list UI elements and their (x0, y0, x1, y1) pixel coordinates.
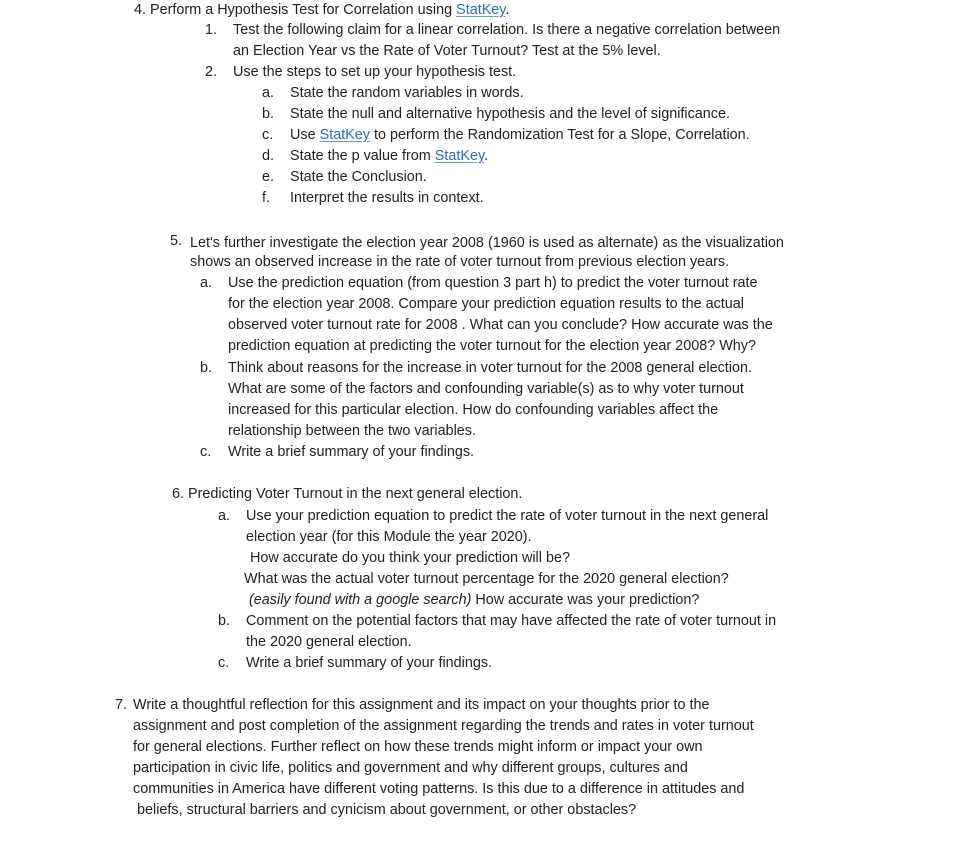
q4-item-2-number: 2. (205, 64, 218, 80)
q6-item-line: Use your prediction equation to predict the rate of voter turnout in the next general (246, 508, 769, 524)
step-text: State the Conclusion. (290, 169, 427, 185)
q7-line: assignment and post completion of the assignment regarding the trends and rates in voter turnout (133, 718, 754, 734)
q5-item-line: increased for this particular election. How do confounding variables affect the (228, 402, 719, 418)
q5-line: Let's further investigate the election year 2008 (1960 is used as alternate) as the visualization (190, 235, 784, 251)
step-text: Use StatKey to perform the Randomization Test for a Slope, Correlation. (290, 127, 750, 143)
q7-line: participation in civic life, politics and government and why different groups, cultures and (133, 760, 688, 776)
q4-item-1-line: an Election Year vs the Rate of Voter Turnout? Test at the 5% level. (233, 43, 661, 59)
step-letter: a. (262, 85, 275, 101)
q6-item-letter: a. (218, 508, 231, 524)
statkey-link[interactable]: StatKey (434, 148, 485, 164)
q5-item-line: prediction equation at predicting the voter turnout for the election year 2008? Why? (228, 338, 756, 354)
q5-item-line: observed voter turnout rate for 2008 . What can you conclude? How accurate was the (228, 317, 773, 333)
q4-item-1-line: Test the following claim for a linear correlation. Is there a negative correlation between (233, 22, 781, 38)
q4-number: 4. (134, 2, 147, 18)
step-letter: b. (262, 106, 275, 122)
statkey-link[interactable]: StatKey (319, 127, 370, 143)
q5-item-line: Write a brief summary of your findings. (228, 444, 475, 460)
q5-item-line: What are some of the factors and confounding variable(s) as to why voter turnout (228, 381, 744, 397)
q7-line: communities in America have different voting patterns. Is this due to a difference in attitudes and (133, 781, 745, 797)
q6-item-line: (easily found with a google search) How accurate was your prediction? (249, 592, 700, 608)
q5-item-letter: c. (200, 444, 212, 460)
q5-item-line: for the election year 2008. Compare your prediction equation results to the actual (228, 296, 744, 312)
q6-item-line: election year (for this Module the year 2020). (246, 529, 532, 545)
q5-item-letter: a. (200, 275, 213, 291)
q5-line: shows an observed increase in the rate of voter turnout from previous election years. (190, 254, 730, 270)
q6-title: 6. Predicting Voter Turnout in the next general election. (172, 486, 523, 502)
q6-item-line: What was the actual voter turnout percentage for the 2020 general election? (244, 571, 729, 587)
q5-item-line: Use the prediction equation (from question 3 part h) to predict the voter turnout rate (228, 275, 758, 291)
q7-line: beliefs, structural barriers and cynicism about government, or other obstacles? (133, 802, 637, 818)
q7-number: 7. (115, 697, 128, 713)
q5-item-line: relationship between the two variables. (228, 423, 476, 439)
step-text: State the p value from StatKey. (290, 148, 489, 164)
step-letter: d. (262, 148, 275, 164)
q6-item-line: How accurate do you think your prediction will be? (246, 550, 570, 566)
step-text: State the null and alternative hypothesis and the level of significance. (290, 106, 730, 122)
step-letter: c. (262, 127, 274, 143)
step-text: Interpret the results in context. (290, 190, 484, 206)
q5-item-line: Think about reasons for the increase in voter turnout for the 2008 general election. (228, 360, 752, 376)
step-letter: e. (262, 169, 275, 185)
q7-line: for general elections. Further reflect on how these trends might inform or impact your own (133, 739, 703, 755)
q6-item-letter: b. (218, 613, 231, 629)
step-text: State the random variables in words. (290, 85, 524, 101)
q5-number: 5. (170, 233, 183, 249)
q6-item-letter: c. (218, 655, 230, 671)
q4-title: 4. Perform a Hypothesis Test for Correlation using StatKey. (134, 2, 510, 18)
q6-item-line: Comment on the potential factors that may have affected the rate of voter turnout in (246, 613, 777, 629)
q4-item-2-line: Use the steps to set up your hypothesis test. (233, 64, 517, 80)
q5-item-letter: b. (200, 360, 213, 376)
step-letter: f. (262, 190, 270, 206)
q4-item-1-number: 1. (205, 22, 218, 38)
statkey-link[interactable]: StatKey (456, 2, 506, 18)
q6-item-line: Write a brief summary of your findings. (246, 655, 493, 671)
q7-line: Write a thoughtful reflection for this assignment and its impact on your thoughts prior to the (133, 697, 710, 713)
q6-item-line: the 2020 general election. (246, 634, 412, 650)
